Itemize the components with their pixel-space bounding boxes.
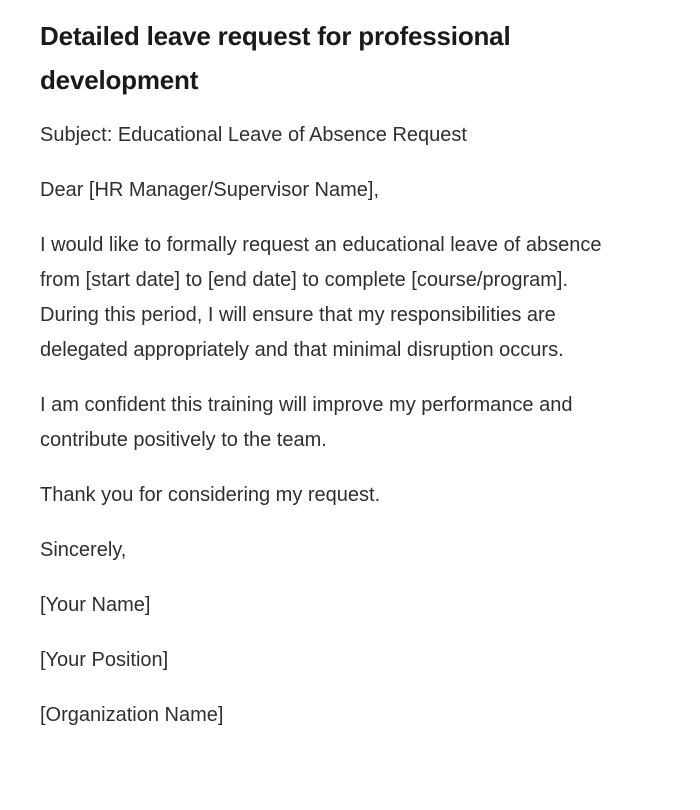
subject-line: Subject: Educational Leave of Absence Request: [40, 124, 467, 146]
page-title: Detailed leave request for professional development: [40, 21, 511, 95]
signature-position: [Your Position]: [40, 649, 169, 671]
closing-thanks: Thank you for considering my request.: [40, 484, 381, 506]
signoff: Sincerely,: [40, 539, 127, 561]
salutation: Dear [HR Manager/Supervisor Name],: [40, 179, 380, 201]
letter-content: [40, 14, 630, 733]
signature-name: [Your Name]: [40, 594, 151, 616]
body-paragraph-2: I am confident this training will improve my performance and contribute positively to the team.: [40, 394, 573, 451]
body-paragraph-1: I would like to formally request an educational leave of absence from [start date] to [end date] to complete [course/program]. During this period, I will ensure that my responsibilities are delegated appropriately and that minimal disruption occurs.: [40, 234, 602, 361]
signature-org: [Organization Name]: [40, 704, 224, 726]
